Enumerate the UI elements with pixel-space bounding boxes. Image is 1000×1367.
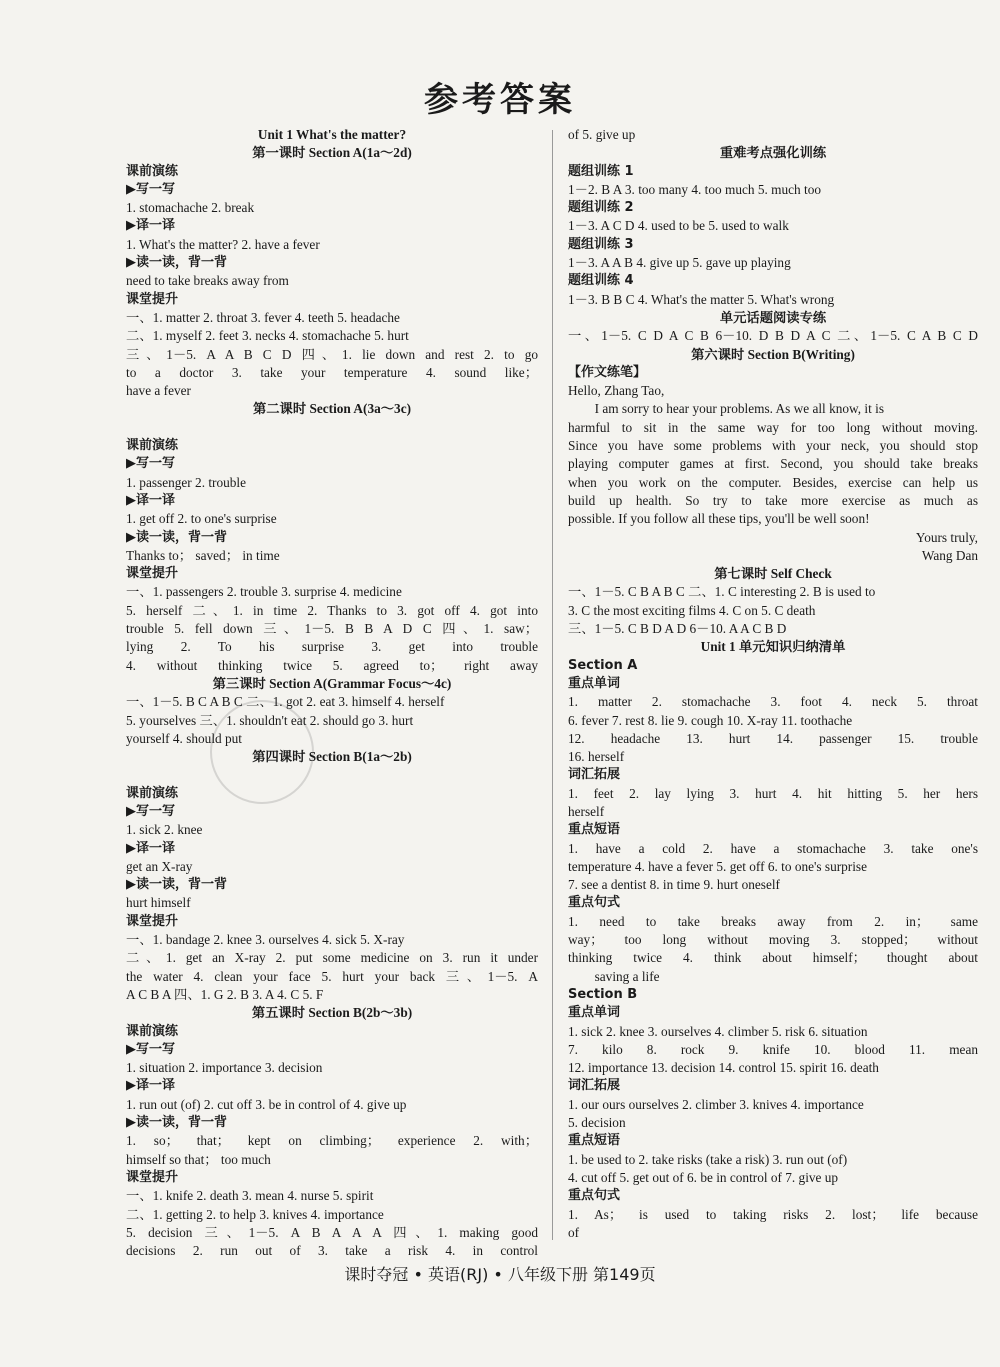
answer-line: 6. fever 7. rest 8. lie 9. cough 10. X-ray 11. toothache: [568, 712, 853, 728]
answer-line: get an X-ray: [126, 858, 193, 874]
answer-line: 12. importance 13. decision 14. control 15. spirit 16. death: [568, 1060, 879, 1076]
answer-line: ▶读一读，背一背: [126, 1115, 227, 1131]
answer-line: when you work on the computer. Besides, exercise can help us: [568, 474, 978, 490]
answer-line: 重点句式: [568, 1188, 621, 1204]
answer-line: 三、1－5. A A B C D 四、1. lie down and rest 2. to go: [126, 346, 538, 362]
answer-line: ▶写一写: [126, 1041, 175, 1057]
answer-line: [126, 766, 538, 784]
answer-line: 1－3. A C D 4. used to be 5. used to walk: [568, 218, 789, 234]
answer-line: 1－3. B B C 4. What's the matter 5. What's wrong: [568, 291, 835, 307]
answer-line: 第六课时 Section B(Writing): [691, 346, 855, 362]
answer-line: Unit 1 What's the matter?: [257, 127, 407, 142]
answer-line: 5. decision: [568, 1115, 626, 1131]
answer-line: 1. our ours ourselves 2. climber 3. knives 4. importance: [568, 1096, 864, 1112]
answer-line: 题组训练 1: [568, 163, 634, 179]
answer-line: 第三课时 Section A(Grammar Focus～4c): [212, 675, 452, 691]
answer-line: 课堂提升: [126, 913, 179, 929]
answer-line: 词汇拓展: [568, 767, 621, 783]
answer-line: ▶译一译: [126, 218, 175, 234]
answer-line: 1－2. B A 3. too many 4. too much 5. much too: [568, 181, 822, 197]
answer-line: 5. yourselves 三、1. shouldn't eat 2. should go 3. hurt: [126, 712, 414, 728]
answer-line: ▶读一读，背一背: [126, 529, 227, 545]
answer-line: A C B A 四、1. G 2. B 3. A 4. C 5. F: [126, 986, 324, 1002]
answer-line: 第一课时 Section A(1a～2d): [252, 145, 412, 161]
answer-line: temperature 4. have a fever 5. get off 6. to one's surprise: [568, 858, 868, 874]
answer-line: 5. decision 三、1－5. A B A A A 四、1. making good: [126, 1224, 538, 1240]
right-column: [568, 126, 978, 1242]
answer-line: Yours truly,: [915, 529, 978, 545]
answer-line: Since you have some problems with your neck, you should stop: [568, 438, 978, 454]
answer-line: 第五课时 Section B(2b～3b): [251, 1005, 413, 1021]
answer-line: Wang Dan: [921, 547, 978, 563]
answer-line: herself: [568, 803, 605, 819]
answer-line: 重难考点强化训练: [719, 145, 827, 161]
answer-line: ▶写一写: [126, 181, 175, 197]
answer-line: 题组训练 2: [568, 200, 634, 216]
answer-line: yourself 4. should put: [126, 730, 242, 746]
answer-line: 1. have a cold 2. have a stomachache 3. take one's: [568, 840, 978, 856]
answer-line: 词汇拓展: [568, 1078, 621, 1094]
answer-line: 1. situation 2. importance 3. decision: [126, 1060, 323, 1076]
answer-line: 4. cut off 5. get out of 6. be in control of 7. give up: [568, 1169, 839, 1185]
answer-line: 7. see a dentist 8. in time 9. hurt oneself: [568, 877, 780, 893]
page-footer: 课时夺冠 • 英语(RJ) • 八年级下册 第149页: [344, 1265, 656, 1284]
answer-line: have a fever: [126, 383, 191, 399]
left-column: [126, 126, 538, 1260]
answer-line: 1. get off 2. to one's surprise: [126, 511, 277, 527]
answer-line: of 5. give up: [568, 127, 636, 142]
answer-line: 一、1－5. B C A B C 二、1. got 2. eat 3. himself 4. herself: [126, 694, 445, 710]
answer-line: 课前演练: [126, 1023, 179, 1039]
answer-line: 12. headache 13. hurt 14. passenger 15. trouble: [568, 730, 978, 746]
answer-line: 重点句式: [568, 895, 621, 911]
answer-line: himself so that； too much: [126, 1151, 271, 1167]
answer-line: 二、1. myself 2. feet 3. necks 4. stomachache 5. hurt: [126, 328, 409, 344]
answer-line: 1－3. A A B 4. give up 5. gave up playing: [568, 255, 791, 271]
answer-line: Section A: [568, 657, 638, 673]
answer-line: hurt himself: [126, 895, 191, 911]
answer-line: 第二课时 Section A(3a～3c): [252, 401, 412, 417]
answer-line: 第四课时 Section B(1a～2b): [252, 749, 412, 765]
answer-line: 7. kilo 8. rock 9. knife 10. blood 11. mean: [568, 1041, 978, 1057]
answer-line: [126, 419, 538, 437]
answer-line: 4. without thinking twice 5. agreed to； right away: [126, 657, 538, 673]
answer-line: 1. need to take breaks away from 2. in； same: [568, 913, 978, 929]
answer-line: 一、1. knife 2. death 3. mean 4. nurse 5. spirit: [126, 1188, 374, 1204]
answer-line: need to take breaks away from: [126, 273, 289, 289]
answer-line: Hello, Zhang Tao,: [568, 383, 665, 399]
answer-line: ▶读一读，背一背: [126, 877, 227, 893]
answer-line: thinking twice 4. think about himself； thought about: [568, 950, 978, 966]
answer-line: Section B: [568, 986, 638, 1002]
answer-line: 1. sick 2. knee 3. ourselves 4. climber 5. risk 6. situation: [568, 1023, 868, 1039]
answer-line: 16. herself: [568, 749, 625, 765]
answer-line: ▶写一写: [126, 803, 175, 819]
answer-line: possible. If you follow all these tips, you'll be well soon!: [568, 511, 870, 527]
answer-line: 一、1－5. C D A C B 6－10. D B D A C 二、1－5. C A B C D: [568, 328, 978, 344]
answer-line: 1. stomachache 2. break: [126, 200, 255, 216]
answer-line: of: [568, 1224, 580, 1240]
answer-line: 课前演练: [126, 163, 179, 179]
answer-line: 课堂提升: [126, 1169, 179, 1185]
answer-line: ▶译一译: [126, 840, 175, 856]
column-divider: [552, 130, 553, 1240]
answer-line: 1. so； that； kept on climbing； experience 2. with；: [126, 1133, 538, 1149]
answer-line: Unit 1 单元知识归纳清单: [700, 639, 846, 655]
answer-line: 重点单词: [568, 1005, 621, 1021]
answer-line: 重点单词: [568, 675, 621, 691]
answer-line: 1. What's the matter? 2. have a fever: [126, 236, 320, 252]
answer-line: 二、1. getting 2. to help 3. knives 4. importance: [126, 1206, 384, 1222]
answer-line: 1. be used to 2. take risks (take a risk) 3. run out (of): [568, 1151, 848, 1167]
answer-line: 课堂提升: [126, 291, 179, 307]
answer-line: 1. feet 2. lay lying 3. hurt 4. hit hitting 5. her hers: [568, 785, 978, 801]
answer-line: ▶写一写: [126, 456, 175, 472]
answer-line: ▶译一译: [126, 1078, 175, 1094]
answer-line: lying 2. To his surprise 3. get into trouble: [126, 639, 538, 655]
answer-line: harmful to sit in the same way for too long without moving.: [568, 419, 978, 435]
answer-line: 1. run out (of) 2. cut off 3. be in control of 4. give up: [126, 1096, 407, 1112]
answer-line: 1. passenger 2. trouble: [126, 474, 247, 490]
answer-line: 3. C the most exciting films 4. C on 5. C death: [568, 602, 816, 618]
answer-line: 5. herself 二、1. in time 2. Thanks to 3. got off 4. got into: [126, 602, 538, 618]
answer-line: I am sorry to hear your problems. As we all know, it is: [594, 401, 884, 417]
answer-line: build up health. So try to take more exercise as much as: [568, 492, 978, 508]
answer-line: 单元话题阅读专练: [719, 309, 827, 325]
answer-line: way； too long without moving 3. stopped； without: [568, 932, 978, 948]
answer-line: ▶读一读，背一背: [126, 255, 227, 271]
answer-line: 题组训练 4: [568, 273, 634, 289]
answer-line: 第七课时 Self Check: [714, 566, 832, 582]
answer-line: ▶译一译: [126, 492, 175, 508]
answer-line: 一、1. passengers 2. trouble 3. surprise 4. medicine: [126, 584, 402, 600]
answer-line: Thanks to； saved； in time: [126, 547, 280, 563]
answer-line: to a doctor 3. take your temperature 4. sound like；: [126, 364, 538, 380]
answer-line: 1. sick 2. knee: [126, 822, 203, 838]
answer-line: 课堂提升: [126, 566, 179, 582]
answer-line: 【作文练笔】: [568, 364, 647, 380]
answer-line: 一、1. bandage 2. knee 3. ourselves 4. sick 5. X-ray: [126, 932, 405, 948]
answer-line: 一、1－5. C B A B C 二、1. C interesting 2. B is used to: [568, 584, 876, 600]
answer-line: 题组训练 3: [568, 236, 634, 252]
answer-line: trouble 5. fell down 三、1－5. B B A D C 四、1. saw；: [126, 621, 538, 637]
answer-line: playing computer games at first. Second, you should take breaks: [568, 456, 978, 472]
answer-line: 二、1. get an X-ray 2. put some medicine on 3. run it under: [126, 950, 538, 966]
answer-line: 重点短语: [568, 822, 621, 838]
answer-line: 课前演练: [126, 785, 179, 801]
answer-line: the water 4. clean your face 5. hurt your back 三、1－5. A: [126, 968, 538, 984]
answer-line: 重点短语: [568, 1133, 621, 1149]
answer-line: 1. As； is used to taking risks 2. lost； life because: [568, 1206, 978, 1222]
answer-line: decisions 2. run out of 3. take a risk 4. in control: [126, 1243, 538, 1259]
answer-line: 课前演练: [126, 438, 179, 454]
answer-line: saving a life: [594, 968, 660, 984]
answer-line: 1. matter 2. stomachache 3. foot 4. neck 5. throat: [568, 694, 978, 710]
answer-line: 三、1－5. C B D A D 6－10. A A C B D: [568, 621, 787, 637]
answer-line: 一、1. matter 2. throat 3. fever 4. teeth 5. headache: [126, 309, 400, 325]
page-title: 参考答案: [424, 80, 576, 120]
